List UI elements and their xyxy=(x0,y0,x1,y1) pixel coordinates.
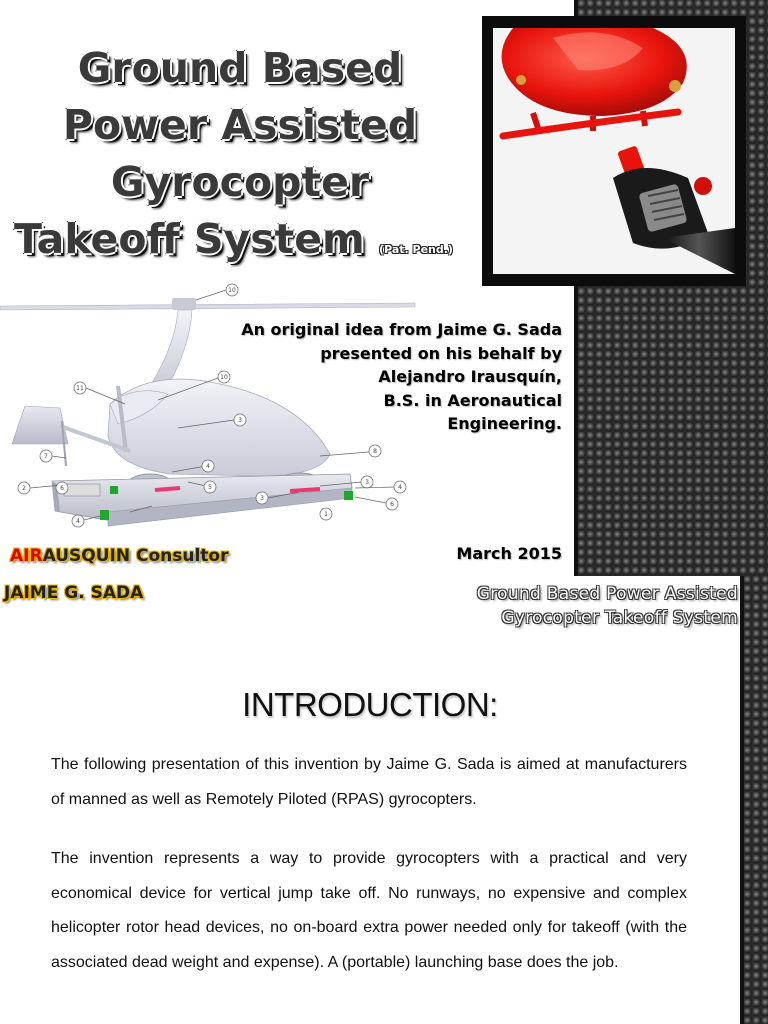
credit-line: An original idea from Jaime G. Sada xyxy=(241,320,562,339)
svg-text:4: 4 xyxy=(76,518,80,525)
company-prefix: AIR xyxy=(10,546,43,566)
company-name: AUSQUIN Consultor xyxy=(42,546,229,566)
slide-title xyxy=(0,40,480,278)
svg-text:1: 1 xyxy=(324,511,328,518)
svg-text:3: 3 xyxy=(260,495,264,502)
title-line-2: Power Assisted xyxy=(62,101,418,149)
header-line: Ground Based Power Assisted xyxy=(476,584,738,604)
credit-line: Engineering. xyxy=(447,414,562,433)
toy-helicopter-photo xyxy=(493,28,735,274)
author-name: JAIME G. SADA xyxy=(4,583,144,603)
presentation-date: March 2015 xyxy=(456,544,562,563)
title-line-1: Ground Based xyxy=(77,44,403,92)
toy-helicopter-illustration xyxy=(493,28,735,274)
svg-text:7: 7 xyxy=(44,453,48,460)
title-line-4-wrap xyxy=(0,211,480,278)
credit-line: presented on his behalf by xyxy=(320,343,562,363)
intro-paragraph-2: The invention represents a way to provide gyrocopters with a practical and very economical device for vertical jump take off. No runways, no expensive and complex helicopter rotor head devices, no on-board extra power needed only for takeoff (with the associated dead weight and expense). A (portable) launching base does the job. xyxy=(51,850,687,971)
credit-line: Alejandro Irausquín, xyxy=(378,367,562,386)
svg-text:8: 8 xyxy=(373,448,377,455)
carbon-fiber-strip xyxy=(744,576,768,1024)
slide-header xyxy=(477,582,738,630)
company-logo-text xyxy=(10,546,228,566)
title-line-4: Takeoff System xyxy=(14,215,365,263)
intro-paragraph-1: The following presentation of this invention by Jaime G. Sada is aimed at manufacturers of manned as well as Remotely Piloted (RPAS) gyrocopters. xyxy=(51,756,687,808)
svg-text:3: 3 xyxy=(365,479,369,486)
svg-text:5: 5 xyxy=(208,484,212,491)
svg-text:11: 11 xyxy=(76,385,84,392)
svg-text:6: 6 xyxy=(60,485,64,492)
author-credit xyxy=(200,318,562,436)
svg-text:4: 4 xyxy=(206,463,210,470)
svg-text:10: 10 xyxy=(220,374,228,381)
header-line: Gyrocopter Takeoff System xyxy=(501,608,738,628)
svg-text:6: 6 xyxy=(390,501,394,508)
introduction-slide xyxy=(0,576,768,1024)
svg-text:4: 4 xyxy=(398,484,402,491)
svg-text:3: 3 xyxy=(238,417,242,424)
patent-note: (Pat. Pend.) xyxy=(379,243,453,256)
title-line-3: Gyrocopter xyxy=(110,158,370,206)
section-heading: INTRODUCTION: xyxy=(242,686,498,723)
svg-text:2: 2 xyxy=(22,485,26,492)
credit-line: B.S. in Aeronautical xyxy=(383,390,562,410)
svg-text:10: 10 xyxy=(228,287,236,294)
